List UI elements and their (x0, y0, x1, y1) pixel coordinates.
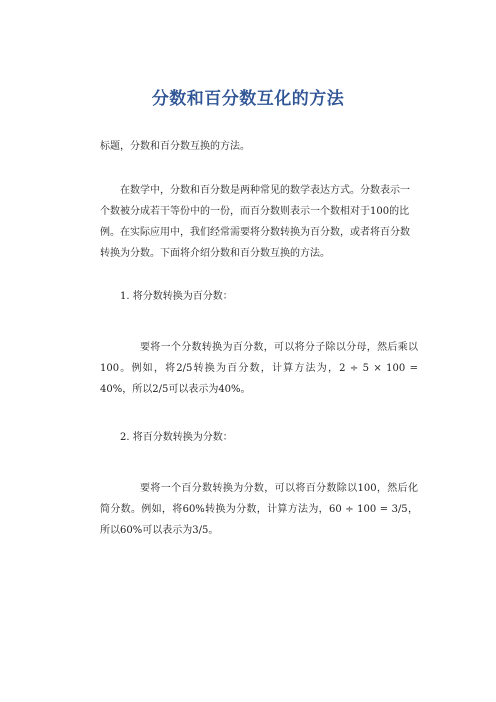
section-1-heading: 1. 将分数转换为百分数： (120, 291, 233, 302)
intro-paragraph: 在数学中，分数和百分数是两种常见的数学表达方式。分数表示一个数被分成若干等份中的一份，而百分数则表示一个数相对于100的比例。在实际应用中，我们经常需要将分数转换为百分数，或者将百分数转换为分数。下面将介绍分数和百分数互换的方法。 (100, 185, 410, 259)
document-title: 分数和百分数互化的方法 (151, 89, 345, 109)
section-2-body: 要将一个百分数转换为分数，可以将百分数除以100，然后化简分数。例如，将60%转换为分数，计算方法为，60 ÷ 100 = 3/5，所以60%可以表示为3/5。 (100, 483, 418, 536)
section-2-heading: 2. 将百分数转换为分数： (120, 432, 233, 443)
subtitle-line: 标题，分数和百分数互换的方法。 (100, 141, 250, 152)
section-1-body: 要将一个分数转换为百分数，可以将分子除以分母，然后乘以100。例如，将2/5转换为百分数，计算方法为，2 ÷ 5 × 100 = 40%，所以2/5可以表示为40%。 (100, 342, 418, 395)
